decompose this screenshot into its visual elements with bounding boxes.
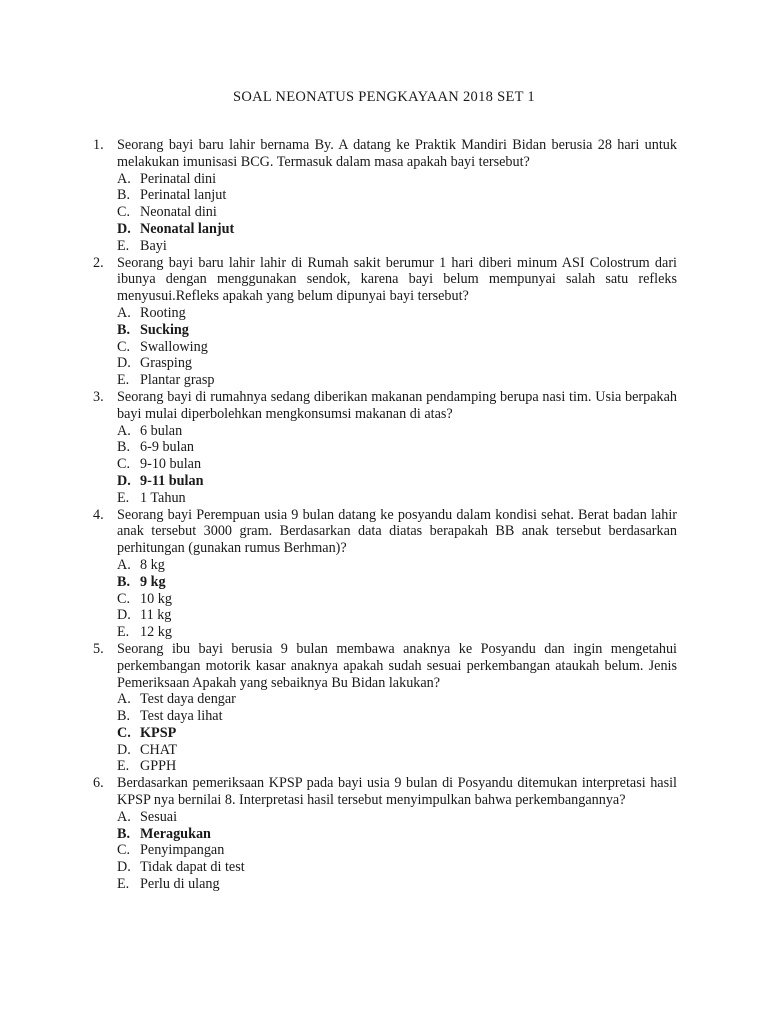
question-text: Seorang bayi baru lahir bernama By. A datang ke Praktik Mandiri Bidan berusia 28 hari untuk melakukan imunisasi BCG. Termasuk dalam masa apakah bayi tersebut? xyxy=(117,137,677,170)
option-letter: A. xyxy=(117,808,131,825)
option-text: Test daya lihat xyxy=(140,708,223,725)
answer-option-a xyxy=(117,691,677,708)
question-text: Seorang bayi Perempuan usia 9 bulan datang ke posyandu dalam kondisi sehat. Berat badan lahir anak tersebut 3000 gram. Berdasarkan data diatas berapakah BB anak tersebut berdasarkan perhitungan (gunakan rumus Berhman)? xyxy=(117,506,677,557)
answer-option-a xyxy=(117,305,677,322)
answer-options xyxy=(117,809,677,893)
option-letter: E. xyxy=(117,489,130,506)
option-letter: C. xyxy=(117,724,131,741)
answer-option-d xyxy=(117,355,677,372)
answer-option-c xyxy=(117,725,677,742)
answer-option-e xyxy=(117,758,677,775)
answer-option-d xyxy=(117,859,677,876)
option-letter: D. xyxy=(117,220,131,237)
option-text: 8 kg xyxy=(140,556,165,573)
answer-option-b xyxy=(117,826,677,843)
answer-option-b xyxy=(117,708,677,725)
answer-option-c xyxy=(117,339,677,356)
question-4 xyxy=(93,507,677,641)
option-text: GPPH xyxy=(140,758,177,775)
answer-options xyxy=(117,423,677,507)
answer-option-d xyxy=(117,742,677,759)
option-text: Test daya dengar xyxy=(140,691,236,708)
option-text: Bayi xyxy=(140,237,167,254)
option-letter: E. xyxy=(117,758,130,775)
option-letter: D. xyxy=(117,859,131,876)
option-text: Rooting xyxy=(140,304,186,321)
option-letter: B. xyxy=(117,708,131,725)
option-letter: E. xyxy=(117,372,130,389)
option-letter: D. xyxy=(117,741,131,758)
question-1 xyxy=(93,137,677,255)
option-text: 6 bulan xyxy=(140,422,183,439)
option-letter: B. xyxy=(117,825,131,842)
question-number: 1. xyxy=(93,137,104,153)
answer-option-c xyxy=(117,842,677,859)
option-letter: D. xyxy=(117,607,131,624)
question-number: 4. xyxy=(93,506,104,523)
answer-option-a xyxy=(117,809,677,826)
option-letter: E. xyxy=(117,237,130,254)
answer-option-b xyxy=(117,439,677,456)
answer-options xyxy=(117,691,677,775)
option-text: Meragukan xyxy=(140,825,211,842)
question-number: 2. xyxy=(93,254,104,271)
option-letter: E. xyxy=(117,624,130,641)
answer-option-e xyxy=(117,876,677,893)
answer-option-d xyxy=(117,607,677,624)
answer-options xyxy=(117,171,677,255)
option-text: Sesuai xyxy=(140,808,178,825)
answer-option-a xyxy=(117,171,677,188)
option-text: KPSP xyxy=(140,724,177,741)
question-number: 5. xyxy=(93,640,104,657)
question-text: Seorang bayi di rumahnya sedang diberikan makanan pendamping berupa nasi tim. Usia berpakah bayi mulai diperbolehkan mengkonsumsi makanan di atas? xyxy=(117,388,677,422)
option-letter: C. xyxy=(117,456,131,473)
option-letter: E. xyxy=(117,876,130,893)
answer-option-d xyxy=(117,473,677,490)
option-text: CHAT xyxy=(140,741,178,758)
option-text: Grasping xyxy=(140,355,193,372)
document-title: SOAL NEONATUS PENGKAYAAN 2018 SET 1 xyxy=(232,89,535,105)
option-text: Swallowing xyxy=(140,338,208,355)
option-text: 6-9 bulan xyxy=(140,439,194,456)
option-text: Perinatal lanjut xyxy=(140,187,227,204)
option-letter: C. xyxy=(117,204,131,221)
option-text: Sucking xyxy=(140,321,189,338)
option-text: Penyimpangan xyxy=(140,842,225,859)
option-letter: D. xyxy=(117,472,131,489)
answer-option-e xyxy=(117,238,677,255)
option-letter: B. xyxy=(117,439,131,456)
option-text: 9-10 bulan xyxy=(140,456,202,473)
question-number: 3. xyxy=(93,388,104,405)
answer-option-b xyxy=(117,322,677,339)
answer-option-c xyxy=(117,204,677,221)
option-letter: C. xyxy=(117,590,131,607)
option-letter: B. xyxy=(117,187,131,204)
option-text: Neonatal dini xyxy=(140,204,217,221)
question-2 xyxy=(93,255,677,389)
question-number: 6. xyxy=(93,775,104,792)
option-text: 11 kg xyxy=(140,607,172,624)
answer-options xyxy=(117,557,677,641)
option-text: 12 kg xyxy=(140,624,172,641)
answer-option-e xyxy=(117,624,677,641)
option-letter: A. xyxy=(117,556,131,573)
option-text: 1 Tahun xyxy=(140,489,186,506)
option-text: Tidak dapat di test xyxy=(140,859,245,876)
question-list xyxy=(93,137,677,893)
option-letter: C. xyxy=(117,338,131,355)
option-letter: B. xyxy=(117,321,131,338)
option-text: Perlu di ulang xyxy=(140,876,220,893)
answer-option-b xyxy=(117,574,677,591)
answer-option-a xyxy=(117,423,677,440)
question-text: Seorang ibu bayi berusia 9 bulan membawa anaknya ke Posyandu dan ingin mengetahui perkembangan motorik kasar anaknya apakah sudah sesuai perkembangan ataukah belum. Jenis Pemeriksaan Apakah yang sebaiknya Bu Bidan lakukan? xyxy=(117,640,677,691)
question-text: Seorang bayi baru lahir lahir di Rumah sakit berumur 1 hari diberi minum ASI Colostrum dari ibunya dengan menggunakan sendok, karena bayi belum mempunyai salah satu refleks menyusui.Refleks apakah yang belum dipunyai bayi tersebut? xyxy=(117,254,677,305)
answer-option-a xyxy=(117,557,677,574)
answer-option-c xyxy=(117,591,677,608)
option-text: 9 kg xyxy=(140,573,166,590)
option-text: Neonatal lanjut xyxy=(140,220,235,237)
answer-option-b xyxy=(117,187,677,204)
question-5 xyxy=(93,641,677,775)
option-letter: A. xyxy=(117,691,131,708)
answer-option-c xyxy=(117,456,677,473)
answer-options xyxy=(117,305,677,389)
option-letter: C. xyxy=(117,842,131,859)
option-letter: D. xyxy=(117,355,131,372)
option-letter: A. xyxy=(117,304,131,321)
answer-option-e xyxy=(117,490,677,507)
answer-option-d xyxy=(117,221,677,238)
option-text: Perinatal dini xyxy=(140,170,217,187)
option-letter: A. xyxy=(117,422,131,439)
question-3 xyxy=(93,389,677,507)
option-letter: B. xyxy=(117,573,131,590)
question-text: Berdasarkan pemeriksaan KPSP pada bayi usia 9 bulan di Posyandu ditemukan interpretasi hasil KPSP nya bernilai 8. Interpretasi hasil tersebut menyimpulkan bahwa perkembangannya? xyxy=(117,775,677,809)
question-6 xyxy=(93,775,677,893)
option-letter: A. xyxy=(117,170,131,187)
option-text: 10 kg xyxy=(140,590,172,607)
option-text: Plantar grasp xyxy=(140,372,215,389)
answer-option-e xyxy=(117,372,677,389)
option-text: 9-11 bulan xyxy=(140,472,204,489)
